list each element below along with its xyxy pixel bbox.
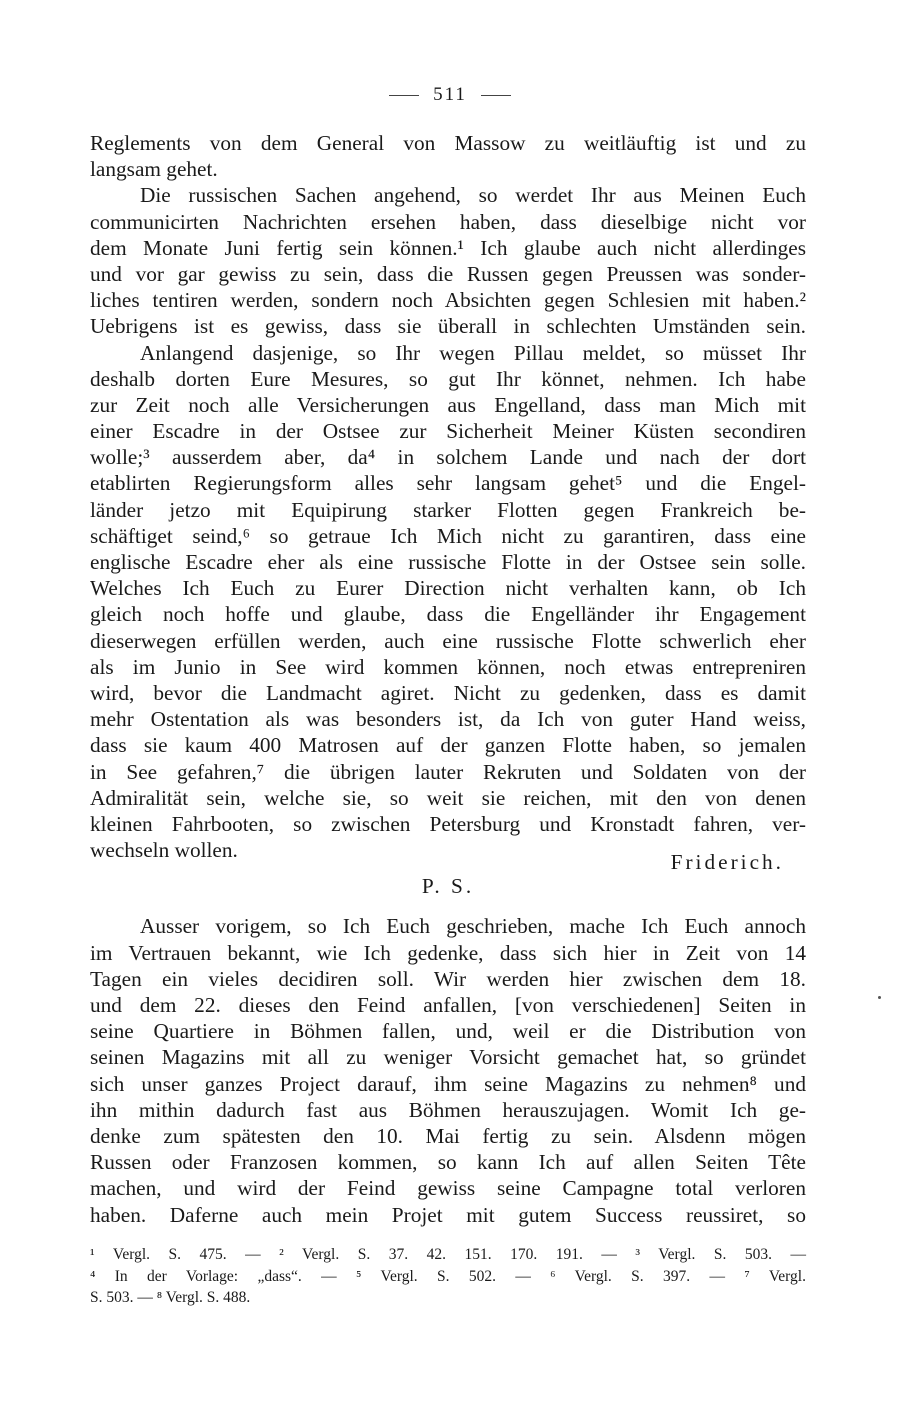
text-line: englische Escadre eher als eine russische Flotte in der Ostsee sein solle. <box>90 550 806 574</box>
text-line: wird, bevor die Landmacht agiret. Nicht zu gedenken, dass es damit <box>90 680 806 705</box>
text-line: länder jetzo mit Equipirung starker Flotten gegen Frankreich be- <box>90 497 806 522</box>
text-line: schäftiget seind,⁶ so getraue Ich Mich nicht zu garantiren, dass eine <box>90 523 806 548</box>
text-line: und dem 22. dieses den Feind anfallen, [von verschiedenen] Seiten in <box>90 993 806 1017</box>
ps-heading: P. S. <box>421 874 475 899</box>
text-line: mehr Ostentation als was besonders ist, da Ich von guter Hand weiss, <box>90 707 806 732</box>
text-line: seine Quartiere in Böhmen fallen, und, weil er die Distribution von <box>90 1019 806 1044</box>
text-line: etablirten Regierungsform alles sehr langsam gehet⁵ und die Engel- <box>90 471 806 496</box>
text-line: haben. Daferne auch mein Projet mit gutem Success reussiret, so <box>90 1202 806 1227</box>
text-line: Tagen ein vieles decidiren soll. Wir werden hier zwischen dem 18. <box>90 966 806 991</box>
text-line: deshalb dorten Eure Mesures, so gut Ihr könnet, nehmen. Ich habe <box>90 366 806 391</box>
text-line: im Vertrauen bekannt, wie Ich gedenke, dass sich hier in Zeit von 14 <box>90 940 806 965</box>
text-line: dem Monate Juni fertig sein können.¹ Ich glaube auch nicht allerdinges <box>90 235 806 260</box>
text-line: als im Junio in See wird kommen können, noch etwas entrepreniren <box>90 654 806 679</box>
text-line: Die russischen Sachen angehend, so werdet Ihr aus Meinen Euch <box>140 183 806 208</box>
letter-body <box>90 130 806 1228</box>
paragraph-2 <box>90 182 806 339</box>
text-line: zur Zeit noch alle Versicherungen aus Engelland, dass man Mich mit <box>90 392 806 417</box>
footnote-line: ¹ Vergl. S. 475. — ² Vergl. S. 37. 42. 151. 170. 191. — ³ Vergl. S. 503. — <box>90 1246 806 1263</box>
text-line: Russen oder Franzosen kommen, so kann Ich auf allen Seiten Tête <box>90 1150 806 1175</box>
text-line: dass sie kaum 400 Matrosen auf der ganzen Flotte haben, so jemalen <box>90 733 806 758</box>
paragraph-3 <box>90 340 806 875</box>
header-rule-left <box>389 95 419 96</box>
text-line: communicirten Nachrichten ersehen haben, dass dieselbige nicht vor <box>90 209 806 234</box>
text-line: denke zum spätesten den 10. Mai fertig zu sein. Alsdenn mögen <box>90 1123 806 1148</box>
text-line: sich unser ganzes Project darauf, ihm seine Magazins zu nehmen⁸ und <box>90 1071 806 1096</box>
text-line: kleinen Fahrbooten, so zwischen Petersburg und Kronstadt fahren, ver- <box>90 811 806 836</box>
text-line: Welches Ich Euch zu Eurer Direction nicht verhalten kann, ob Ich <box>90 576 806 601</box>
text-line: wechseln wollen. <box>90 838 238 863</box>
paragraph-1 <box>90 130 806 182</box>
paragraph-4 <box>90 913 806 1227</box>
signature: Friderich. <box>670 850 784 875</box>
scan-speck <box>878 996 881 999</box>
text-line: einer Escadre in der Ostsee zur Sicherheit Meiner Küsten secondiren <box>90 419 806 444</box>
text-line: machen, und wird der Feind gewiss seine Campagne total verloren <box>90 1176 806 1201</box>
text-line: Anlangend dasjenige, so Ihr wegen Pillau meldet, so müsset Ihr <box>140 340 806 365</box>
text-line: Ausser vorigem, so Ich Euch geschrieben, mache Ich Euch annoch <box>140 914 806 939</box>
text-line: seinen Magazins mit all zu weniger Vorsicht gemachet hat, so gründet <box>90 1045 806 1070</box>
text-line: Reglements von dem General von Massow zu weitläuftig ist und zu <box>90 131 806 155</box>
text-line: Admiralität sein, welche sie, so weit sie reichen, mit den von denen <box>90 785 806 810</box>
text-line: in See gefahren,⁷ die übrigen lauter Rekruten und Soldaten von der <box>90 759 806 784</box>
text-line: dieserwegen erfüllen werden, auch eine russische Flotte schwerlich eher <box>90 628 806 653</box>
ps-spacer <box>90 899 806 913</box>
text-line: gleich noch hoffe und glaube, dass die Engelländer ihr Engagement <box>90 602 806 627</box>
footnotes <box>90 1244 806 1309</box>
page-header <box>0 84 900 106</box>
text-line: wolle;³ ausserdem aber, da⁴ in solchem Lande und nach der dort <box>90 445 806 470</box>
closing-row <box>90 837 806 875</box>
text-line: langsam gehet. <box>90 157 218 182</box>
text-line: liches tentiren werden, sondern noch Absichten gegen Schlesien mit haben.² <box>90 288 806 313</box>
header-rule-right <box>481 95 511 96</box>
page-number: 511 <box>433 84 467 105</box>
text-line: Uebrigens ist es gewiss, dass sie überall in schlechten Umständen sein. <box>90 314 806 339</box>
text-line: ihn mithin dadurch fast aus Böhmen herauszujagen. Womit Ich ge- <box>90 1097 806 1122</box>
text-line: und vor gar gewiss zu sein, dass die Russen gegen Preussen was sonder- <box>90 261 806 286</box>
footnote-line: ⁴ In der Vorlage: „dass“. — ⁵ Vergl. S. 502. — ⁶ Vergl. S. 397. — ⁷ Vergl. <box>90 1267 806 1285</box>
footnote-line: S. 503. — ⁸ Vergl. S. 488. <box>90 1289 251 1306</box>
